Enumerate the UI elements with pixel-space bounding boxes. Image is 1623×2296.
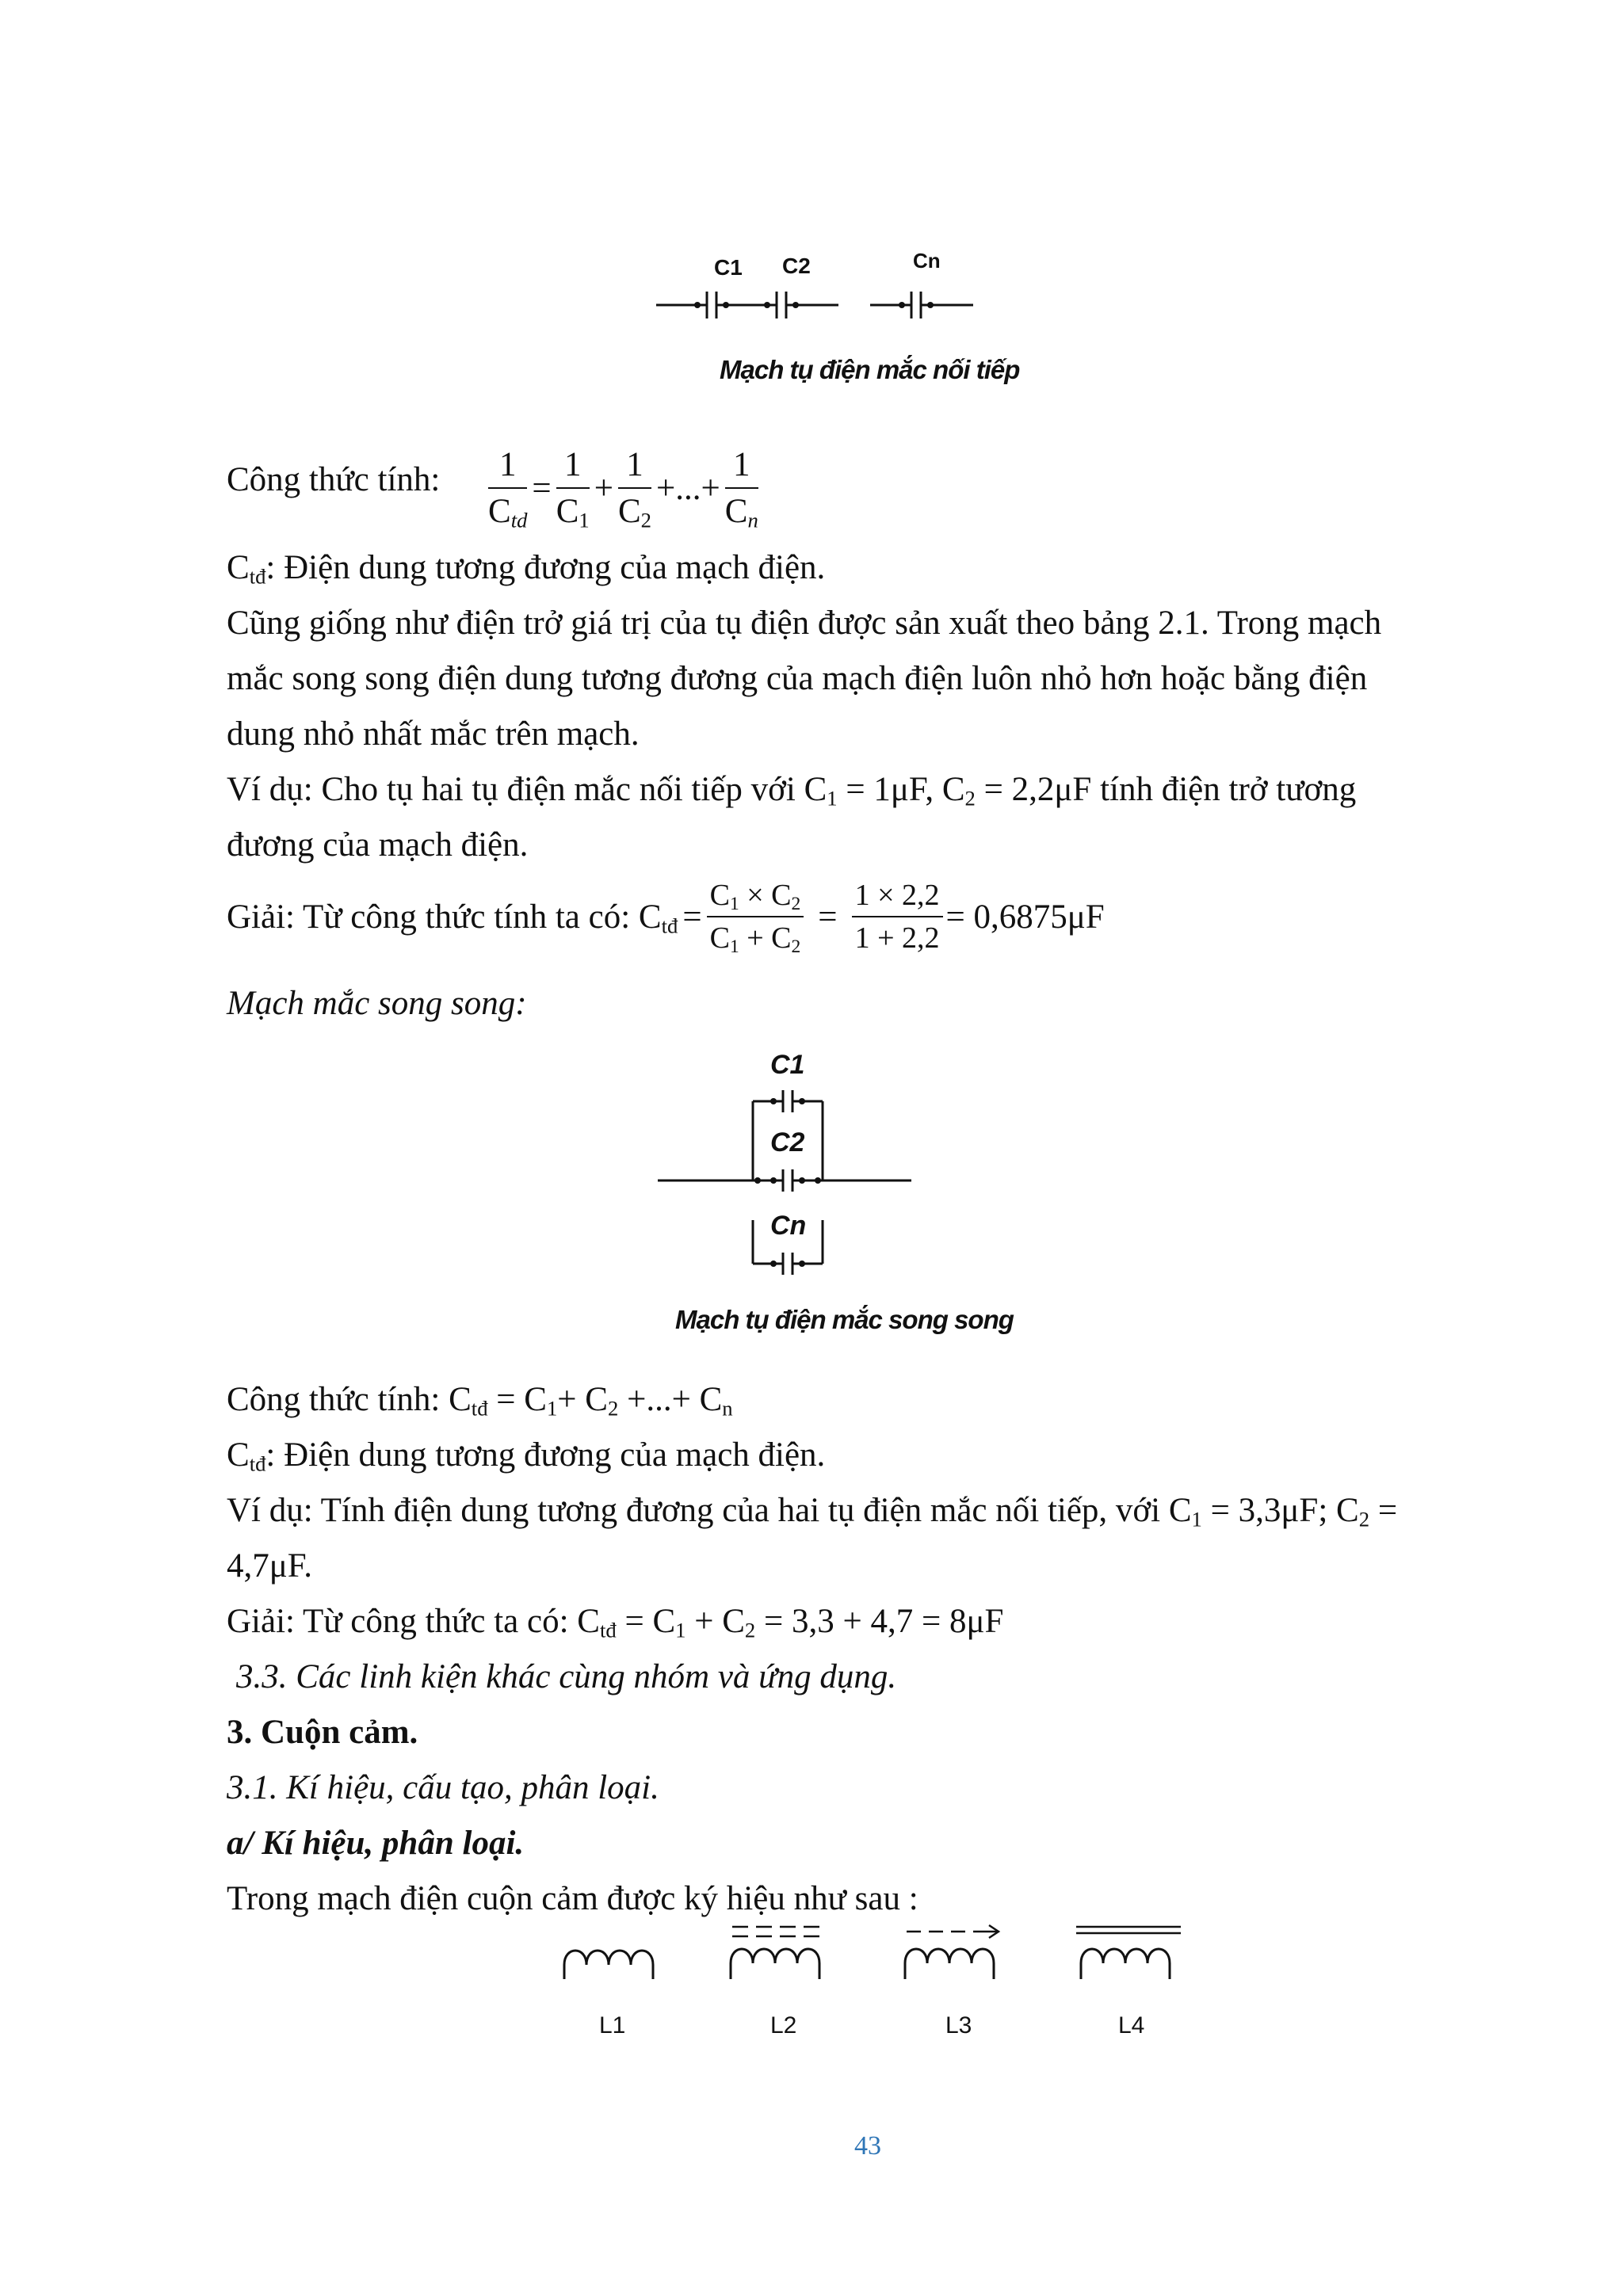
inductor-intro: Trong mạch điện cuộn cảm được ký hiệu như sau :	[227, 1880, 918, 1917]
example2-line2: 4,7μF.	[227, 1547, 313, 1585]
inductor-l1-label: L1	[599, 2012, 626, 2039]
ctd-definition-2: $C_{tđ}$: Điện dung tương đương của mạch điện.	[227, 1436, 826, 1476]
series-formula-label: Công thức tính:	[227, 461, 441, 498]
fraction-1-c2: $\frac{1}{C_2}$	[617, 446, 651, 532]
inductor-l2-symbol	[721, 1917, 840, 1989]
inductor-l4-label: L4	[1118, 2012, 1145, 2039]
series-label-cn: Cn	[913, 249, 941, 273]
fraction-1-c1: $\frac{1}{C_1}$	[556, 446, 590, 532]
heading-a: a/ Kí hiệu, phân loại.	[227, 1825, 525, 1862]
inductor-l3-symbol	[896, 1917, 1014, 1989]
parallel-label-cn: Cn	[770, 1211, 807, 1241]
inductor-l4-symbol	[1070, 1917, 1189, 1989]
page-number: 43	[854, 2131, 881, 2161]
parallel-label-c1: C1	[770, 1050, 805, 1080]
parallel-caption: Mạch tụ điện mắc song song	[675, 1305, 1014, 1334]
fraction-1-cn: $\frac{1}{C_n}$	[724, 446, 758, 532]
heading-3-3: 3.3. Các linh kiện khác cùng nhóm và ứng dụng.	[236, 1658, 897, 1695]
example2-line1: Ví dụ: Tính điện dung tương đương của hai tụ điện mắc nối tiếp, với $C_1 = 3,3\mu F$; $C_2$ =	[227, 1492, 1398, 1531]
series-label-c2: C2	[782, 254, 811, 278]
inductor-l2-label: L2	[770, 2012, 797, 2039]
series-caption: Mạch tụ điện mắc nối tiếp	[720, 355, 1020, 384]
series-capacitor-diagram	[650, 246, 999, 333]
para1-line1: Cũng giống như điện trở giá trị của tụ điện được sản xuất theo bảng 2.1. Trong mạch	[227, 605, 1382, 642]
solution2: Giải: Từ công thức ta có: $C_{tđ} = C_1 + C_2 = 3,3 + 4,7 = 8\mu F$	[227, 1603, 1004, 1642]
parallel-label-c2: C2	[770, 1127, 805, 1158]
heading-3: 3. Cuộn cảm.	[227, 1714, 418, 1751]
example1-line1: Ví dụ: Cho tụ hai tụ điện mắc nối tiếp với $C_1 = 1\mu F$, $C_2 = 2,2\mu F$ tính điện trở tương	[227, 771, 1357, 810]
fraction-numeric: $\frac{1 \times 2,2}{1 + 2,2}$	[852, 878, 943, 955]
heading-3-1: 3.1. Kí hiệu, cấu tạo, phân loại.	[227, 1769, 659, 1806]
inductor-l1-symbol	[555, 1925, 666, 1989]
series-formula: $\frac{1}{C_{td}}$ = $\frac{1}{C_1}$ + $\frac{1}{C_2}$ +...+ $\frac{1}{C_n}$	[488, 446, 758, 532]
series-label-c1: C1	[714, 255, 743, 280]
para1-line3: dung nhỏ nhất mắc trên mạch.	[227, 715, 640, 753]
parallel-capacitor-diagram	[650, 1077, 919, 1291]
fraction-c1c2: $\frac{C_1 \times C_2}{C_1 + C_2}$	[707, 878, 804, 955]
parallel-formula: Công thức tính: $C_{tđ} = C_1+ C_2$ +...+ $C_n$	[227, 1381, 733, 1421]
solution1: Giải: Từ công thức tính ta có: $C_{tđ}$ = $\frac{C_1 \times C_2}{C_1 + C_2}$ = $\frac{1 \times 2,2}{1 + 2,2}$ = 0,6875μF	[227, 879, 1105, 957]
fraction-1-ctd: $\frac{1}{C_{td}}$	[488, 446, 528, 532]
parallel-heading: Mạch mắc song song:	[227, 985, 527, 1022]
example1-line2: đương của mạch điện.	[227, 826, 529, 864]
ctd-definition: $C_{tđ}$: Điện dung tương đương của mạch điện.	[227, 549, 826, 589]
inductor-l3-label: L3	[945, 2012, 972, 2039]
para1-line2: mắc song song điện dung tương đương của mạch điện luôn nhỏ hơn hoặc bằng điện	[227, 660, 1368, 697]
